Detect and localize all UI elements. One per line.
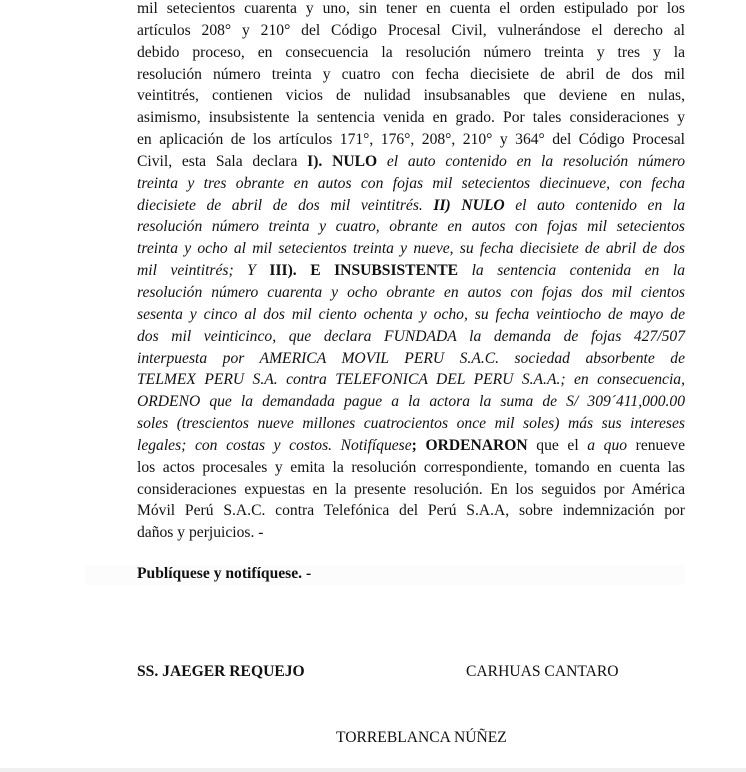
text-run: veintitrés, contienen vicios de nulidad insubsanables que deviene en nulas, <box>137 87 685 105</box>
text-line <box>137 435 685 457</box>
italic-text-run: treinta y ocho al mil setecientos treinta y nueve, su fecha diecisiete de abril de dos <box>137 240 685 258</box>
text-line <box>137 348 685 370</box>
italic-text-run: dos mil veinticinco, que declara FUNDADA la demanda de fojas 427/507 <box>137 327 685 345</box>
italic-text-run: mil veintitrés; Y <box>137 262 270 280</box>
text-run: resolución número treinta y cuatro con fecha diecisiete de abril de dos mil <box>137 65 685 83</box>
italic-text-run: el auto contenido en la <box>504 196 685 214</box>
text-line <box>137 479 685 501</box>
text-line <box>137 282 685 304</box>
text-line <box>137 20 685 42</box>
text-line <box>137 238 685 260</box>
signature-torreblanca-nunez: TORREBLANCA NÚÑEZ <box>336 729 507 746</box>
text-line <box>137 173 685 195</box>
text-run: Móvil Perú S.A.C. contra Telefónica del Perú S.A.A, sobre indemnización por <box>137 502 685 520</box>
text-line <box>137 216 685 238</box>
resolution-body-text <box>137 0 685 544</box>
text-run: artículos 208° y 210° del Código Procesal Civil, vulnerándose el derecho al <box>137 21 685 39</box>
signature-carhuas-cantaro: CARHUAS CANTARO <box>466 663 619 680</box>
bold-text-run: ; ORDENARON <box>411 436 528 454</box>
italic-text-run: TELMEX PERU S.A. contra TELEFONICA DEL PERU S.A.A.; en consecuencia, <box>137 371 685 389</box>
text-run: asimismo, insubsistente la sentencia venida en grado. Por tales consideraciones y <box>137 109 685 127</box>
text-run: mil setecientos cuarenta y uno, sin tener en cuenta el orden estipulado por los <box>137 0 685 17</box>
page-bottom-edge <box>0 768 746 772</box>
italic-text-run: ORDENO que la demandada pague a la actora la suma de S/ 309´411,000.00 <box>137 393 685 411</box>
text-line <box>137 500 685 522</box>
text-line <box>137 107 685 129</box>
text-run: consideraciones expuestas en la presente resolución. En los seguidos por América <box>137 480 685 498</box>
italic-text-run: resolución número cuarenta y ocho obrante en autos con fojas dos mil cientos <box>137 283 685 301</box>
italic-text-run: soles (trescientos nueve millones cuatrocientos once mil soles) más sus intereses <box>137 415 685 433</box>
text-line <box>137 304 685 326</box>
bold-text-run: I). NULO <box>307 152 378 170</box>
italic-text-run: legales; con costas y costos. Notifíquese <box>137 436 412 454</box>
text-line <box>137 0 685 20</box>
italic-text-run: a quo <box>587 436 628 454</box>
text-line <box>137 195 685 217</box>
text-run: en aplicación de los artículos 171°, 176°, 208°, 210° y 364° del Código Procesal <box>137 131 685 149</box>
text-line <box>137 413 685 435</box>
text-line <box>137 522 685 544</box>
text-line <box>137 369 685 391</box>
italic-text-run: sesenta y cinco al dos mil ciento ochenta y ocho, su fecha veintiocho de mayo de <box>137 305 685 323</box>
text-run: Civil, esta Sala declara <box>137 152 308 170</box>
signature-jaeger-requejo: SS. JAEGER REQUEJO <box>137 663 305 680</box>
italic-text-run: treinta y tres obrante en autos con fojas mil setecientos diecinueve, con fecha <box>137 174 685 192</box>
text-line <box>137 85 685 107</box>
text-line <box>137 391 685 413</box>
italic-text-run: la sentencia contenida en la <box>458 262 686 280</box>
text-line <box>137 42 685 64</box>
italic-text-run: interpuesta por AMERICA MOVIL PERU S.A.C. sociedad absorbente de <box>137 349 685 367</box>
text-run: que el <box>527 436 588 454</box>
italic-text-run: el auto contenido en la resolución número <box>377 152 685 170</box>
bold-text-run: II) NULO <box>433 196 505 214</box>
text-line <box>137 326 685 348</box>
italic-text-run: diecisiete de abril de dos mil veintitrés. <box>137 196 434 214</box>
text-line <box>137 260 685 282</box>
text-line <box>137 129 685 151</box>
text-line <box>137 457 685 479</box>
closing-publiquese: Publíquese y notifíquese. - <box>137 565 312 582</box>
italic-text-run: resolución número treinta y cuatro, obrante en autos con fojas mil setecientos <box>137 218 685 236</box>
text-line <box>137 151 685 173</box>
text-run: daños y perjuicios. - <box>137 524 264 542</box>
text-line <box>137 64 685 86</box>
bold-text-run: III). E INSUBSISTENTE <box>269 262 459 280</box>
text-run: los actos procesales y emita la resolución correspondiente, tomando en cuenta las <box>137 458 685 476</box>
text-run: renueve <box>627 436 685 454</box>
text-run: debido proceso, en consecuencia la resolución número treinta y tres y la <box>137 43 685 61</box>
